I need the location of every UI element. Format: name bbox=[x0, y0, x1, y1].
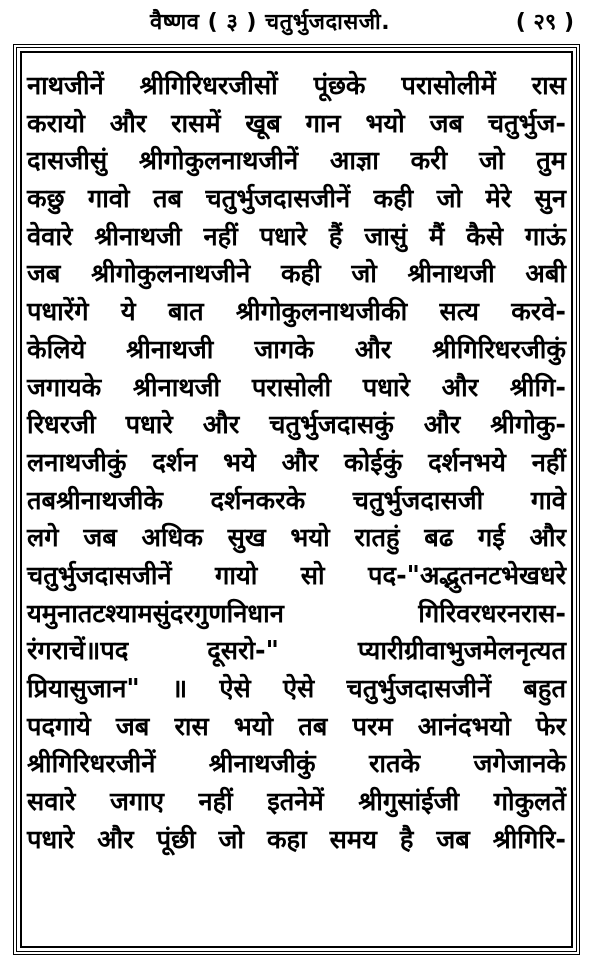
text-line-16: रंगराचें॥पद दूसरो-" प्यारीग्रीवाभुजमेलनृत्यत bbox=[27, 636, 566, 667]
text-line-11: लनाथजीकुं दर्शन भये और कोईकुं दर्शनभये नहीं bbox=[27, 447, 566, 478]
text-line-4: कछु गावो तब चतुर्भुजदासजीनें कही जो मेरे सुन bbox=[27, 184, 566, 215]
text-line-13: लगे जब अधिक सुख भयो रातहुं बढ गई और bbox=[27, 523, 566, 554]
text-line-15: यमुनातटश्यामसुंदरगुणनिधान गिरिवरधरनरास- bbox=[27, 598, 566, 629]
text-line-5: वेवारे श्रीनाथजी नहीं पधारे हैं जासुं मैं कैसे गाऊं bbox=[27, 221, 566, 252]
text-line-2: करायो और रासमें खूब गान भयो जब चतुर्भुज- bbox=[27, 108, 566, 139]
text-line-6: जब श्रीगोकुलनाथजीने कही जो श्रीनाथजी अबी bbox=[27, 259, 566, 290]
page-number: ( २९ ) bbox=[515, 10, 574, 35]
running-title: वैष्णव ( ३ ) चतुर्भुजदासजी. bbox=[150, 10, 391, 35]
text-line-17: प्रियासुजान" ॥ ऐसे ऐसे चतुर्भुजदासजीनें बहुत bbox=[27, 674, 566, 704]
text-line-21: पधारे और पूंछी जो कहा समय है जब श्रीगिरि- bbox=[27, 824, 566, 855]
page-header bbox=[0, 0, 600, 44]
text-line-19: श्रीगिरिधरजीनें श्रीनाथजीकुं रातके जगेजानके bbox=[27, 749, 566, 780]
text-line-9: जगायके श्रीनाथजी परासोली पधारे और श्रीगि- bbox=[27, 372, 566, 403]
text-line-14: चतुर्भुजदासजीनें गायो सो पद-"अद्भुतनटभेखधरे bbox=[27, 560, 566, 591]
text-line-8: केलिये श्रीनाथजी जागके और श्रीगिरिधरजीकुं bbox=[27, 334, 566, 365]
text-line-7: पधारेंगे ये बात श्रीगोकुलनाथजीकी सत्य करवे- bbox=[27, 297, 566, 328]
text-line-18: पदगाये जब रास भयो तब परम आनंदभयो फेर bbox=[27, 711, 566, 742]
text-line-10: रिधरजी पधारे और चतुर्भुजदासकुं और श्रीगोकु- bbox=[27, 410, 566, 441]
text-line-12: तबश्रीनाथजीके दर्शनकरके चतुर्भुजदासजी गावे bbox=[27, 485, 566, 516]
text-line-20: सवारे जगाए नहीं इतनेमें श्रीगुसांईजी गोकुलतें bbox=[27, 787, 566, 818]
text-frame bbox=[13, 44, 580, 955]
text-line-1: नाथजीनें श्रीगिरिधरजीसों पूंछके परासोलीमें रास bbox=[27, 71, 566, 101]
text-line-3: दासजीसुं श्रीगोकुलनाथजीनें आज्ञा करी जो तुम bbox=[27, 146, 566, 177]
